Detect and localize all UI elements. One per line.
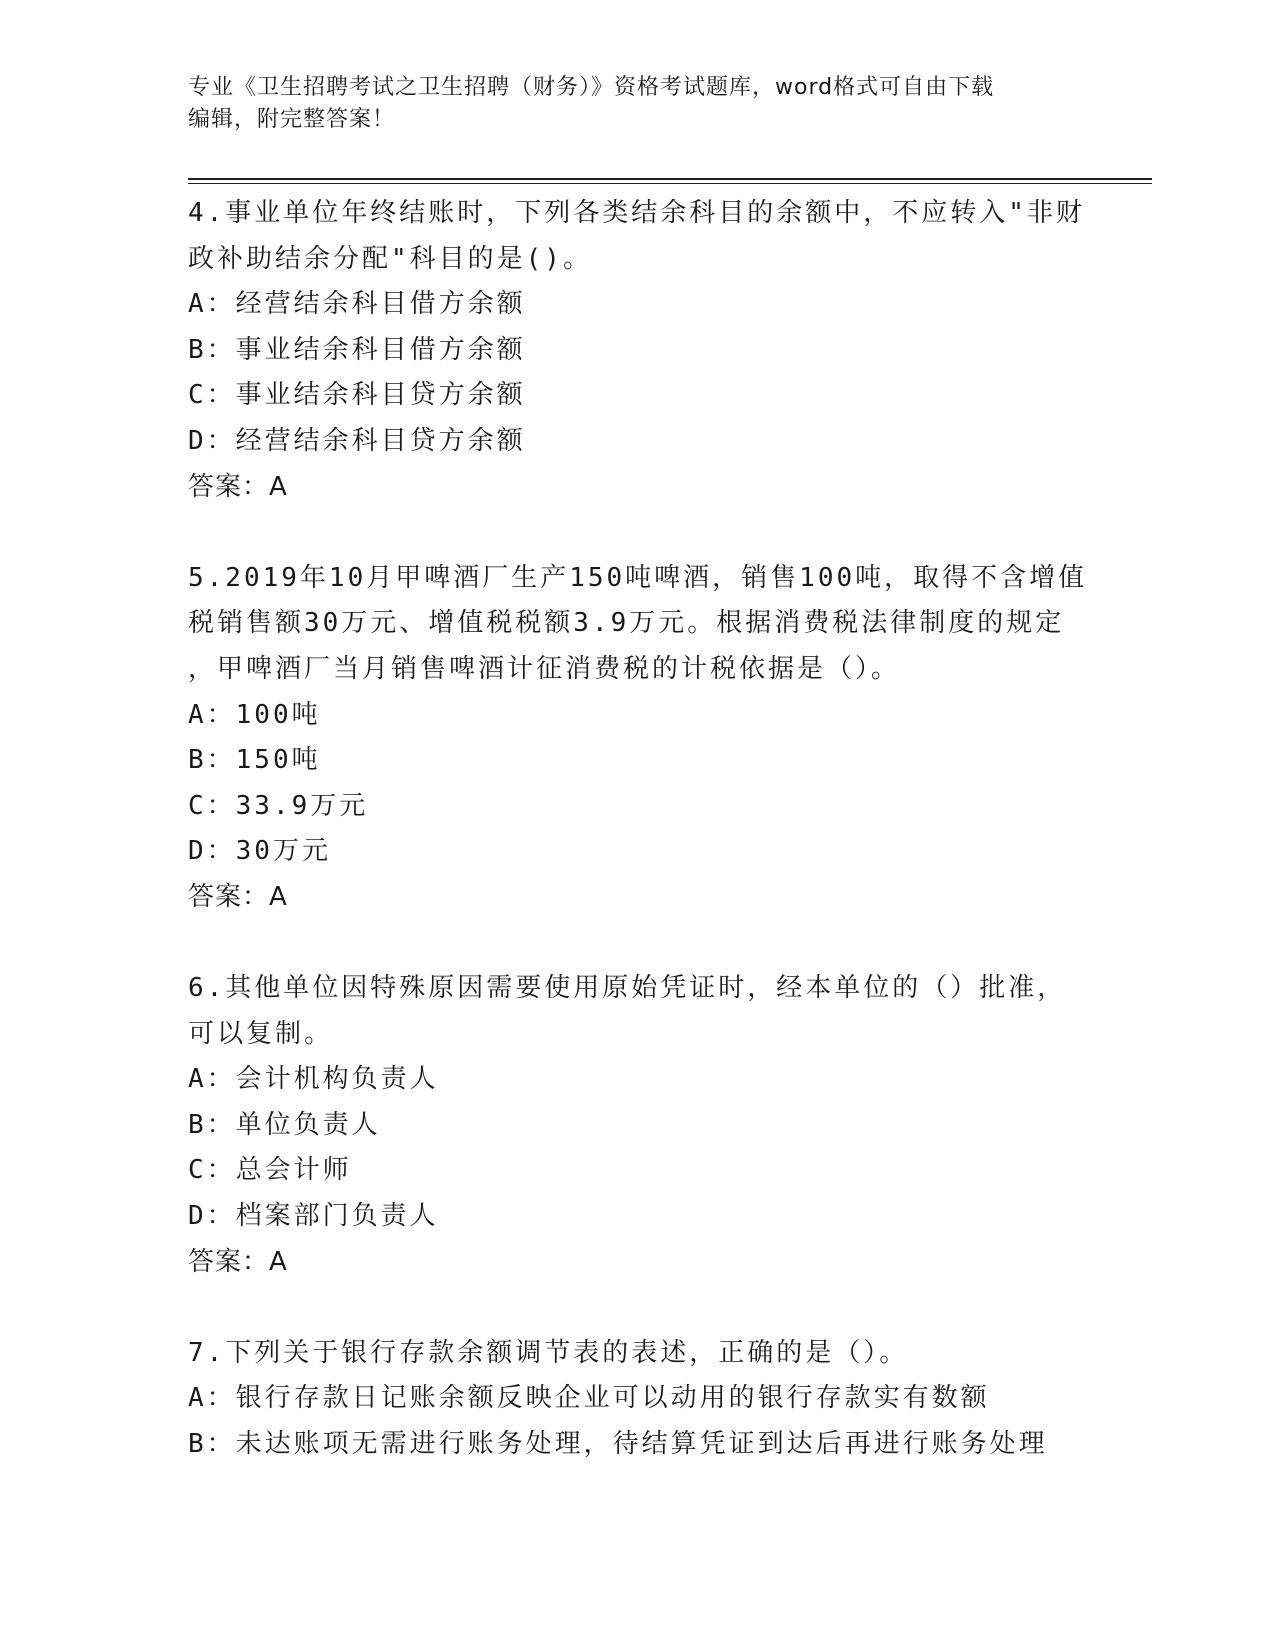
option-b: B：未达账项无需进行账务处理，待结算凭证到达后再进行账务处理 [188, 1429, 1048, 1460]
option-b: B：150吨 [188, 745, 321, 776]
option-b: B：事业结余科目借方余额 [188, 334, 526, 365]
document-header [188, 72, 1088, 136]
option-c: C：事业结余科目贷方余额 [188, 380, 526, 411]
question-text: ，甲啤酒厂当月销售啤酒计征消费税的计税依据是（）。 [188, 653, 901, 684]
header-line: 编辑，附完整答案！ [188, 107, 396, 132]
question-text: 4.事业单位年终结账时，下列各类结余科目的余额中，不应转入"非财 [188, 198, 1085, 228]
option-d: D：档案部门负责人 [188, 1201, 439, 1232]
question-block [188, 1331, 1088, 1468]
option-a: A：银行存款日记账余额反映企业可以动用的银行存款实有数额 [188, 1383, 990, 1414]
question-text: 可以复制。 [188, 1018, 334, 1049]
question-text: 6.其他单位因特殊原因需要使用原始凭证时，经本单位的（）批准， [188, 973, 1067, 1004]
spacer [188, 1285, 1088, 1331]
question-text: 5.2019年10月甲啤酒厂生产150吨啤酒，销售100吨，取得不含增值 [188, 562, 1088, 593]
answer-text: 答案：A [188, 471, 288, 502]
header-divider [188, 178, 1152, 180]
option-c: C：总会计师 [188, 1155, 352, 1186]
spacer [188, 510, 1088, 556]
option-a: A：经营结余科目借方余额 [188, 289, 526, 320]
spacer [188, 921, 1088, 967]
question-list [188, 191, 1088, 1468]
question-block [188, 556, 1088, 921]
option-a: A：会计机构负责人 [188, 1064, 439, 1095]
question-text: 政补助结余分配"科目的是()。 [188, 243, 592, 274]
answer-text: 答案：A [188, 1246, 288, 1277]
question-text: 税销售额30万元、增值税税额3.9万元。根据消费税法律制度的规定 [188, 608, 1065, 639]
header-line: 专业《卫生招聘考试之卫生招聘（财务）》资格考试题库，word格式可自由下载 [188, 75, 995, 100]
question-text: 7.下列关于银行存款余额调节表的表述，正确的是（）。 [188, 1337, 909, 1368]
option-a: A：100吨 [188, 699, 321, 730]
question-block [188, 191, 1088, 510]
option-d: D：30万元 [188, 836, 331, 867]
header-divider [188, 183, 1152, 184]
answer-text: 答案：A [188, 881, 288, 912]
question-block [188, 966, 1088, 1285]
option-c: C：33.9万元 [188, 790, 369, 821]
option-d: D：经营结余科目贷方余额 [188, 425, 526, 456]
option-b: B：单位负责人 [188, 1109, 381, 1140]
